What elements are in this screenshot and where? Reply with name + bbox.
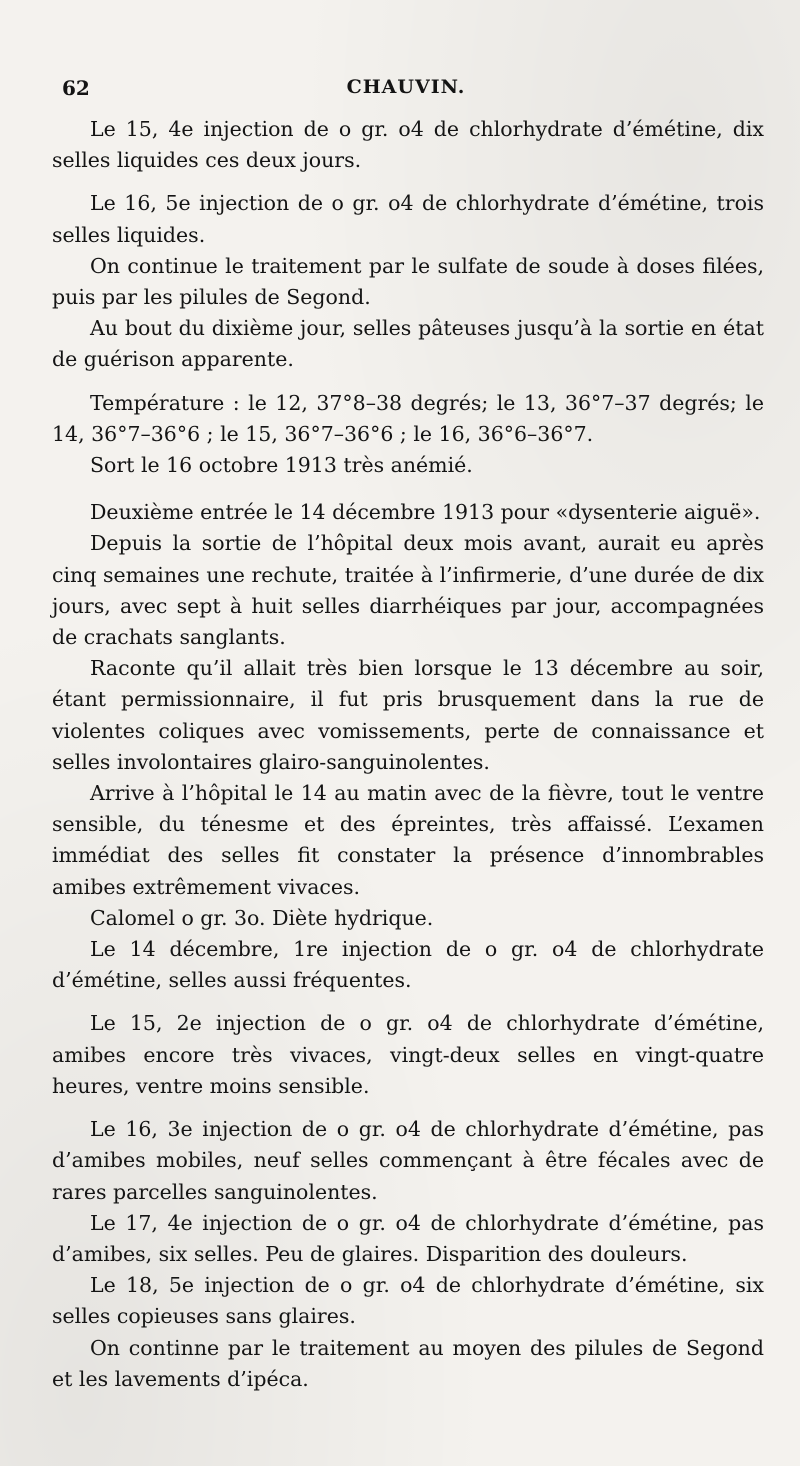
paragraph-tenth-day: Au bout du dixième jour, selles pâteuses jusqu’à la sortie en état de guérison apparente. [52,316,764,372]
paragraph-continuation: On continne par le traitement au moyen des pilules de Segond et les lavements d’ipéca. [52,1335,764,1391]
paragraph-injection-4: Le 15, 4e injection de o gr. o4 de chlorhydrate d’émétine, dix selles liquides ces deux jours. [52,117,764,173]
paragraph-second-admission: Deuxième entrée le 14 décembre 1913 pour «dysenterie aiguë». [90,500,761,525]
running-title: CHAUVIN. [346,76,466,98]
paragraph-dec-17: Le 17, 4e injection de o gr. o4 de chlorhydrate d’émétine, pas d’amibes, six selles. Peu de glaires. Disparition des douleurs. [52,1210,764,1266]
body-text [52,114,764,1395]
paragraph-discharge: Sort le 16 octobre 1913 très anémié. [90,453,473,478]
paragraph-calomel: Calomel o gr. 3o. Diète hydrique. [90,905,434,930]
paragraph-dec-14: Le 14 décembre, 1re injection de o gr. o4 de chlorhydrate d’émétine, selles aussi fréquentes. [52,937,764,993]
paragraph-injection-5: Le 16, 5e injection de o gr. o4 de chlorhydrate d’émétine, trois selles liquides. [52,191,764,247]
paragraph-relapse: Depuis la sortie de l’hôpital deux mois avant, aurait eu après cinq semaines une rechute, traitée à l’infirmerie, d’une durée de dix jours, avec sept à huit selles diarrhéiques par jour, accompagnées de crachats sanglants. [52,531,764,650]
paragraph-dec-18: Le 18, 5e injection de o gr. o4 de chlorhydrate d’émétine, six selles copieuses sans glaires. [52,1273,764,1329]
paragraph-arrival: Arrive à l’hôpital le 14 au matin avec de la fièvre, tout le ventre sensible, du ténesme et des épreintes, très affaissé. L’examen immédiat des selles fit constater la présence d’innombrables amibes extrêmement vivaces. [52,781,764,899]
page-number: 62 [62,76,90,100]
paragraph-treatment: On continue le traitement par le sulfate de soude à doses filées, puis par les pilules de Segond. [52,253,764,310]
paragraph-onset: Raconte qu’il allait très bien lorsque le 13 décembre au soir, étant permissionnaire, il fut pris brusquement dans la rue de violentes coliques avec vomissements, perte de connaissance et selles involontaires glairo-sanguinolentes. [52,656,764,774]
paragraph-dec-15: Le 15, 2e injection de o gr. o4 de chlorhydrate d’émétine, amibes encore très vivaces, vingt-deux selles en vingt-quatre heures, ventre moins sensible. [52,1011,764,1098]
paragraph-dec-16: Le 16, 3e injection de o gr. o4 de chlorhydrate d’émétine, pas d’amibes mobiles, neuf selles commençant à être fécales avec de rares parcelles sanguinolentes. [52,1117,764,1204]
page-header [52,76,760,104]
paragraph-temperature: Température : le 12, 37°8–38 degrés; le 13, 36°7–37 degrés; le 14, 36°7–36°6 ; le 15, 36°7–36°6 ; le 16, 36°6–36°7. [52,390,764,446]
